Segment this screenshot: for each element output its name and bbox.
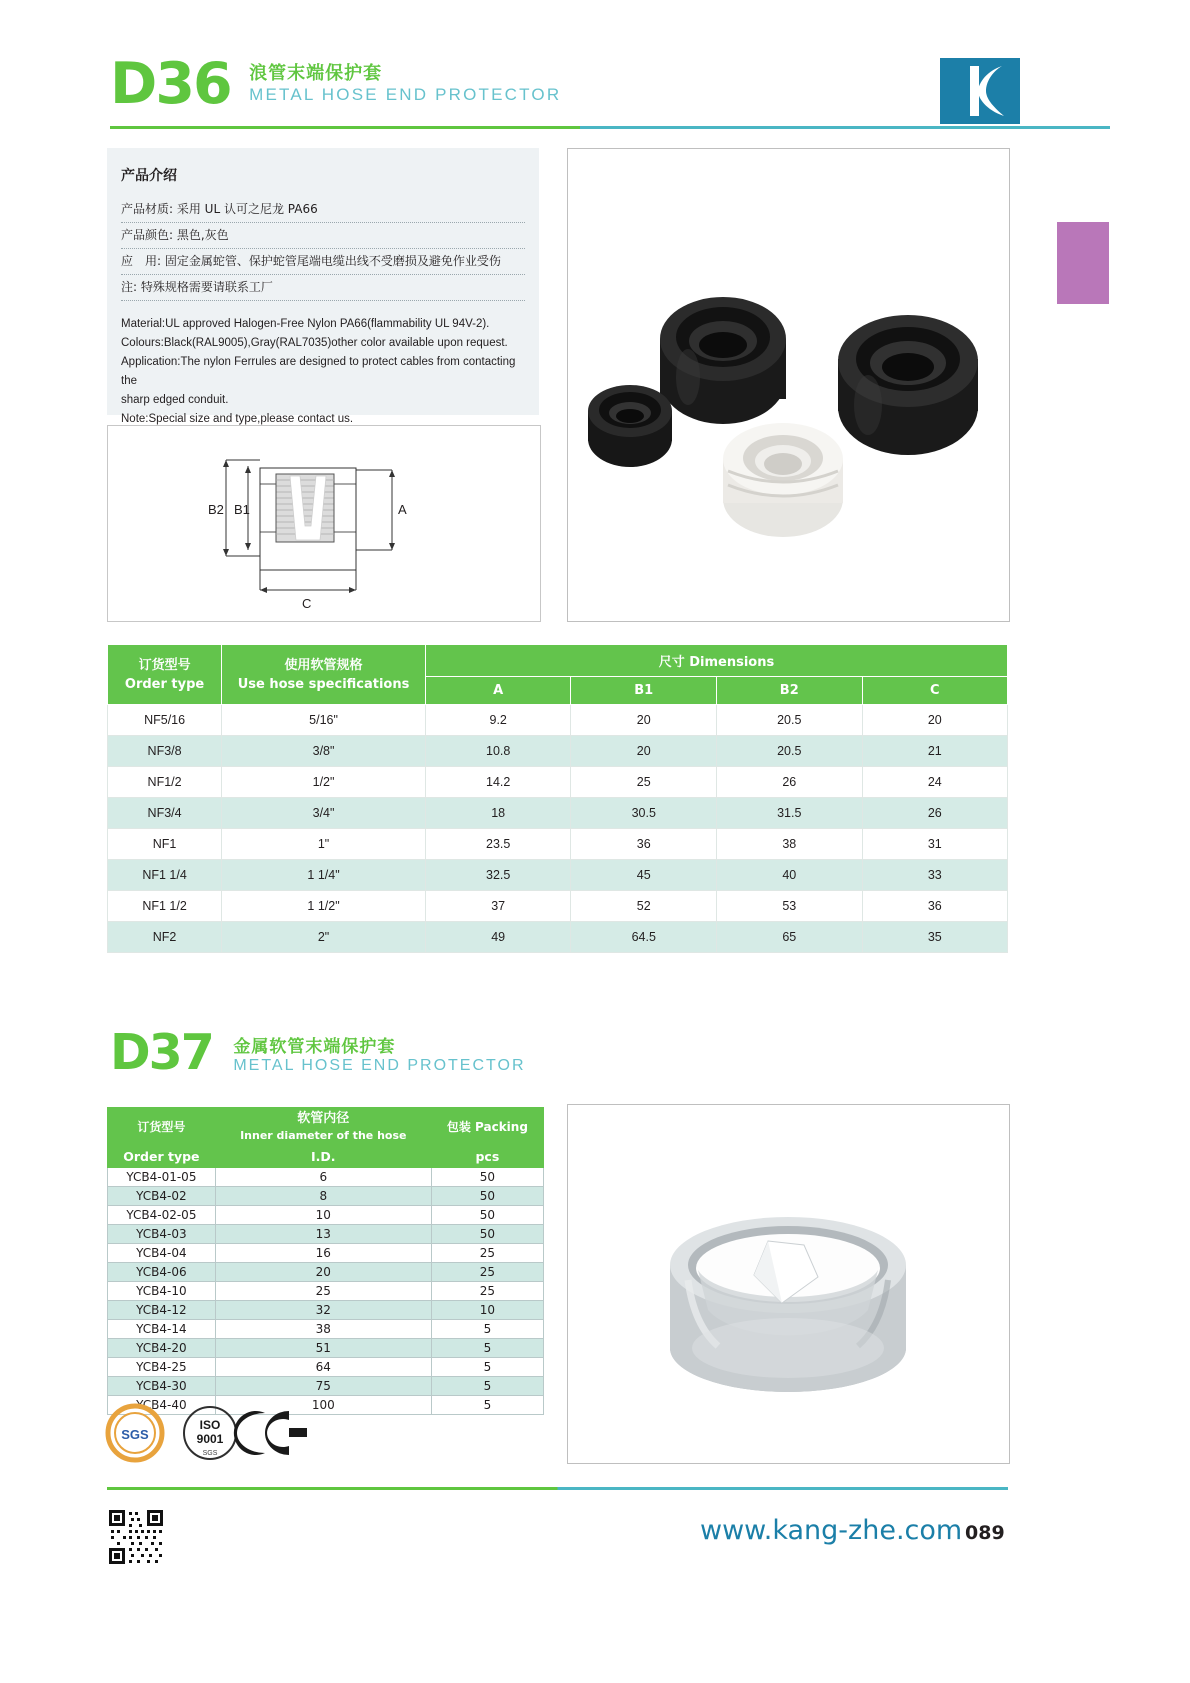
intro-en-list: [121, 315, 525, 429]
svg-text:9001: 9001: [196, 1432, 224, 1446]
cell-id: 8: [215, 1187, 431, 1206]
cell-order: YCB4-20: [108, 1339, 216, 1358]
cell-a: 37: [425, 891, 571, 922]
drawing-label-b1: B1: [234, 502, 250, 517]
drawing-label-c: C: [302, 596, 312, 611]
cell-b1: 64.5: [571, 922, 717, 953]
table-row: [108, 1206, 544, 1225]
table-row: [108, 1320, 544, 1339]
table-row: [108, 767, 1008, 798]
cell-order: YCB4-02: [108, 1187, 216, 1206]
cell-b2: 20.5: [717, 705, 863, 736]
section-title-group-d36: [249, 59, 561, 105]
cell-b1: 45: [571, 860, 717, 891]
cell-pcs: 50: [431, 1187, 543, 1206]
cell-c: 33: [862, 860, 1007, 891]
cell-c: 21: [862, 736, 1007, 767]
table-header-row: [108, 1108, 544, 1146]
cell-pcs: 5: [431, 1377, 543, 1396]
cell-id: 25: [215, 1282, 431, 1301]
website-url[interactable]: www.kang-zhe.com: [700, 1515, 963, 1546]
table-header-row: [108, 645, 1008, 677]
svg-text:SGS: SGS: [121, 1427, 149, 1442]
intro-en-row: Note:Special size and type,please contact us.: [121, 413, 354, 425]
cell-b1: 52: [571, 891, 717, 922]
cell-pcs: 50: [431, 1225, 543, 1244]
table-row: [108, 1339, 544, 1358]
cell-a: 9.2: [425, 705, 571, 736]
cell-c: 36: [862, 891, 1007, 922]
certification-logos: [105, 1403, 405, 1463]
cell-pcs: 5: [431, 1358, 543, 1377]
table-row: [108, 736, 1008, 767]
section-title-en-d37: METAL HOSE END PROTECTOR: [233, 1057, 526, 1074]
cell-order: YCB4-03: [108, 1225, 216, 1244]
cell-b2: 65: [717, 922, 863, 953]
cell-id: 100: [215, 1396, 431, 1415]
table-row: [108, 1168, 544, 1187]
table-row: [108, 705, 1008, 736]
table-row: [108, 1244, 544, 1263]
header-col-b2: B2: [717, 677, 863, 705]
cell-hose: 1": [222, 829, 426, 860]
table-row: [108, 922, 1008, 953]
iso9001-logo: [184, 1407, 236, 1459]
cell-order: NF5/16: [108, 705, 222, 736]
header-pcs-unit: pcs: [431, 1146, 543, 1168]
header-divider-rule: [110, 126, 1110, 129]
section-color-tab: [1057, 222, 1109, 304]
cell-id: 38: [215, 1320, 431, 1339]
header-order-cn: 订货型号: [108, 1108, 216, 1146]
cell-hose: 5/16": [222, 705, 426, 736]
cell-pcs: 5: [431, 1320, 543, 1339]
intro-en-row: Colours:Black(RAL9005),Gray(RAL7035)other color available upon request.: [121, 337, 508, 349]
section-title-en-d36: METAL HOSE END PROTECTOR: [249, 85, 562, 104]
cell-id: 13: [215, 1225, 431, 1244]
cell-order: NF1: [108, 829, 222, 860]
cell-c: 24: [862, 767, 1007, 798]
header-col-a: A: [425, 677, 571, 705]
cell-hose: 2": [222, 922, 426, 953]
technical-drawing-box: [107, 425, 541, 622]
cell-hose: 1/2": [222, 767, 426, 798]
cell-order: YCB4-01-05: [108, 1168, 216, 1187]
cell-b2: 53: [717, 891, 863, 922]
table-row: [108, 1263, 544, 1282]
cell-id: 32: [215, 1301, 431, 1320]
drawing-label-a: A: [398, 502, 407, 517]
packing-table: [107, 1107, 544, 1415]
cell-hose: 3/4": [222, 798, 426, 829]
cell-b2: 20.5: [717, 736, 863, 767]
ce-logo: [234, 1411, 307, 1455]
cell-order: YCB4-12: [108, 1301, 216, 1320]
table-row: [108, 1301, 544, 1320]
cell-pcs: 50: [431, 1206, 543, 1225]
cell-order: YCB4-10: [108, 1282, 216, 1301]
header-dimensions: 尺寸 Dimensions: [425, 645, 1007, 677]
cell-c: 26: [862, 798, 1007, 829]
dimension-drawing: [108, 426, 538, 619]
cell-a: 10.8: [425, 736, 571, 767]
header-id-unit: I.D.: [215, 1146, 431, 1168]
product-photo-d37: [567, 1104, 1010, 1464]
intro-cn-row: 产品颜色: 黑色,灰色: [121, 223, 525, 249]
cell-a: 18: [425, 798, 571, 829]
header-hose-spec: 使用软管规格 Use hose specifications: [222, 645, 426, 705]
cell-pcs: 25: [431, 1244, 543, 1263]
cell-a: 14.2: [425, 767, 571, 798]
cell-order: YCB4-25: [108, 1358, 216, 1377]
qr-code: [107, 1508, 165, 1566]
cell-id: 20: [215, 1263, 431, 1282]
cell-order: YCB4-06: [108, 1263, 216, 1282]
product-photo-d36: [567, 148, 1010, 622]
table-row: [108, 860, 1008, 891]
header-col-c: C: [862, 677, 1007, 705]
cell-pcs: 10: [431, 1301, 543, 1320]
svg-text:ISO: ISO: [199, 1418, 221, 1432]
company-logo: [940, 58, 1020, 124]
section-header-d37: [110, 1024, 526, 1081]
cell-order: NF2: [108, 922, 222, 953]
cell-pcs: 5: [431, 1396, 543, 1415]
section-title-cn-d37: 金属软管末端保护套: [233, 1037, 396, 1057]
cell-b2: 26: [717, 767, 863, 798]
header-packing: 包装 Packing: [431, 1108, 543, 1146]
cell-order: YCB4-30: [108, 1377, 216, 1396]
cell-a: 32.5: [425, 860, 571, 891]
table-row: [108, 1187, 544, 1206]
cell-id: 75: [215, 1377, 431, 1396]
cell-b2: 31.5: [717, 798, 863, 829]
cell-pcs: 5: [431, 1339, 543, 1358]
sgs-logo: [108, 1406, 162, 1460]
cell-b1: 20: [571, 736, 717, 767]
cell-pcs: 25: [431, 1263, 543, 1282]
page-number: 089: [965, 1522, 1005, 1544]
cell-id: 16: [215, 1244, 431, 1263]
cell-a: 23.5: [425, 829, 571, 860]
cell-a: 49: [425, 922, 571, 953]
cell-order: NF3/4: [108, 798, 222, 829]
cell-order: YCB4-40: [108, 1396, 216, 1415]
table-row: [108, 1358, 544, 1377]
intro-en-row: Material:UL approved Halogen-Free Nylon PA66(flammability UL 94V-2).: [121, 318, 490, 330]
table-row: [108, 1377, 544, 1396]
cell-order: YCB4-04: [108, 1244, 216, 1263]
drawing-label-b2: B2: [208, 502, 224, 517]
cell-hose: 3/8": [222, 736, 426, 767]
cell-order: NF1/2: [108, 767, 222, 798]
product-intro-box: [107, 148, 539, 425]
cell-order: NF1 1/2: [108, 891, 222, 922]
header-inner-diameter: 软管内径 Inner diameter of the hose: [215, 1108, 431, 1146]
intro-en-row: sharp edged conduit.: [121, 394, 229, 406]
intro-cn-list: [121, 197, 525, 301]
footer-divider-rule: [107, 1487, 1008, 1490]
cell-b2: 40: [717, 860, 863, 891]
dimensions-table: [107, 644, 1008, 953]
cell-order: NF1 1/4: [108, 860, 222, 891]
cell-b1: 36: [571, 829, 717, 860]
cell-order: NF3/8: [108, 736, 222, 767]
section-title-group-d37: [233, 1032, 525, 1075]
table-row: [108, 1225, 544, 1244]
cell-pcs: 25: [431, 1282, 543, 1301]
intro-cn-row: 应 用: 固定金属蛇管、保护蛇管尾端电缆出线不受磨损及避免作业受伤: [121, 249, 525, 275]
cell-hose: 1 1/4": [222, 860, 426, 891]
table-row: [108, 829, 1008, 860]
cell-b1: 20: [571, 705, 717, 736]
cell-c: 31: [862, 829, 1007, 860]
cell-id: 64: [215, 1358, 431, 1377]
table-row: [108, 891, 1008, 922]
cell-id: 6: [215, 1168, 431, 1187]
intro-en-row: Application:The nylon Ferrules are designed to protect cables from contacting the: [121, 356, 516, 387]
intro-cn-row: 产品材质: 采用 UL 认可之尼龙 PA66: [121, 197, 525, 223]
intro-heading: 产品介绍: [121, 168, 177, 184]
section-code-d37: D37: [110, 1024, 213, 1081]
header-order-en: Order type: [108, 1146, 216, 1168]
cell-order: YCB4-02-05: [108, 1206, 216, 1225]
header-order-type: 订货型号 Order type: [108, 645, 222, 705]
cell-pcs: 50: [431, 1168, 543, 1187]
cell-c: 20: [862, 705, 1007, 736]
cell-hose: 1 1/2": [222, 891, 426, 922]
cell-b2: 38: [717, 829, 863, 860]
header-col-b1: B1: [571, 677, 717, 705]
cell-b1: 25: [571, 767, 717, 798]
section-code-d36: D36: [110, 51, 231, 117]
table-row: [108, 1282, 544, 1301]
table-row: [108, 798, 1008, 829]
section-title-cn-d36: 浪管末端保护套: [249, 63, 383, 84]
cell-b1: 30.5: [571, 798, 717, 829]
cell-id: 51: [215, 1339, 431, 1358]
cell-id: 10: [215, 1206, 431, 1225]
table-subheader-row: [108, 1146, 544, 1168]
cell-order: YCB4-14: [108, 1320, 216, 1339]
intro-cn-row: 注: 特殊规格需要请联系工厂: [121, 275, 525, 301]
svg-text:SGS: SGS: [202, 1450, 218, 1457]
cell-c: 35: [862, 922, 1007, 953]
